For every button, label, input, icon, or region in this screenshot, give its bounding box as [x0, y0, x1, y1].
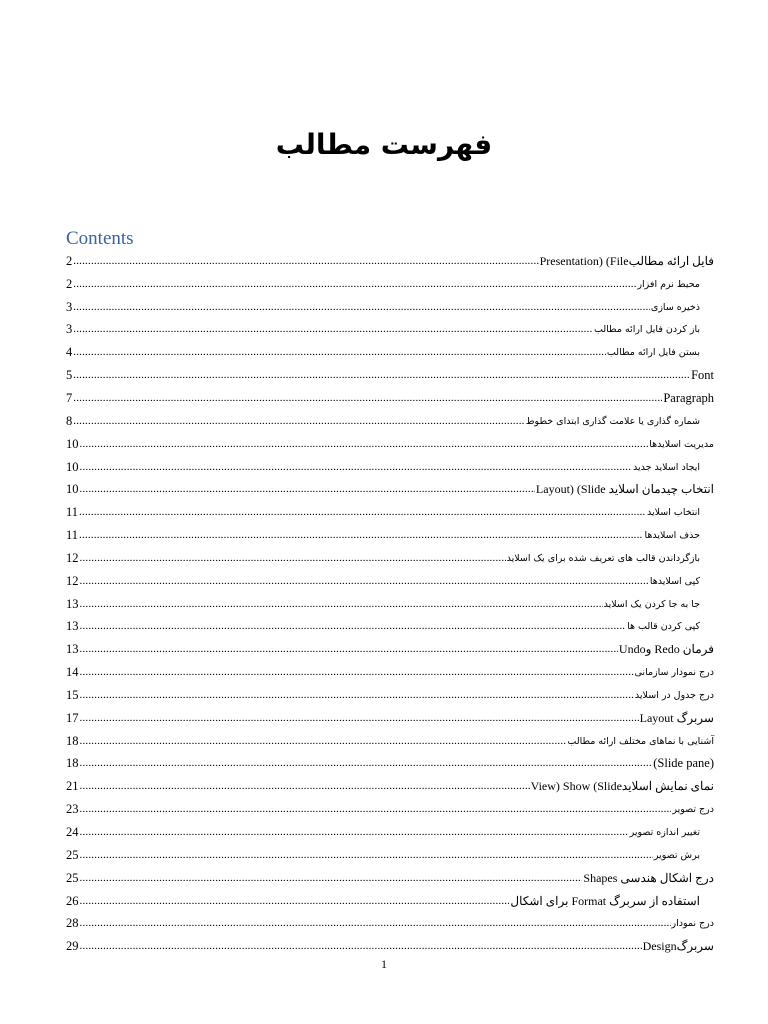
toc-page-number: 4 — [66, 345, 73, 360]
toc-entry[interactable] — [66, 890, 714, 913]
toc-page-number: 13 — [66, 642, 79, 657]
toc-dot-leader — [80, 667, 634, 678]
toc-page-number: 10 — [66, 459, 79, 474]
toc-page-number: 11 — [66, 505, 79, 520]
toc-entry[interactable] — [66, 433, 714, 456]
toc-title: آشنایی با نماهای مختلف ارائه مطالب — [567, 735, 714, 747]
contents-heading: Contents — [66, 228, 134, 249]
toc-page-number: 29 — [66, 939, 79, 954]
toc-page-number: 25 — [66, 847, 79, 862]
toc-title: تغییر اندازه تصویر — [629, 827, 700, 839]
toc-dot-leader — [80, 804, 672, 815]
toc-page-number: 23 — [66, 802, 79, 817]
toc-page-number: 2 — [66, 276, 73, 291]
toc-title: شماره گذاری یا علامت گذاری ابتدای خطوط — [525, 415, 700, 427]
toc-page-number: 17 — [66, 710, 79, 725]
toc-dot-leader — [80, 690, 634, 701]
toc-title: باز کردن فایل ارائه مطالب — [593, 324, 700, 336]
toc-dot-leader — [80, 576, 649, 587]
toc-entry[interactable] — [66, 798, 714, 821]
toc-title: مدیریت اسلایدها — [649, 438, 714, 450]
toc-dot-leader — [80, 781, 530, 792]
toc-title: درج تصویر — [672, 804, 714, 816]
toc-dot-leader — [73, 370, 690, 381]
toc-title: (Slide pane) — [653, 756, 714, 771]
toc-page-number: 13 — [66, 596, 79, 611]
toc-dot-leader — [80, 873, 583, 884]
toc-dot-leader — [73, 393, 662, 404]
toc-entry[interactable] — [66, 661, 714, 684]
toc-page-number: 8 — [66, 413, 73, 428]
toc-title: کپی کردن قالب ها — [627, 621, 700, 633]
toc-title: سربرگ Layout — [639, 710, 714, 725]
toc-page-number: 3 — [66, 299, 73, 314]
toc-page-number: 2 — [66, 253, 73, 268]
toc-title: حذف اسلایدها — [644, 530, 700, 542]
toc-page-number: 21 — [66, 779, 79, 794]
toc-dot-leader — [73, 256, 538, 267]
toc-page-number: 5 — [66, 368, 73, 383]
toc-title: سربرگ‎Design — [642, 939, 714, 954]
toc-entry[interactable] — [66, 730, 714, 753]
toc-entry[interactable] — [66, 593, 714, 616]
toc-page-number: 14 — [66, 665, 79, 680]
toc-dot-leader — [80, 758, 653, 769]
toc-title: استفاده از سربرگ Format برای اشکال — [510, 893, 700, 908]
toc-dot-leader — [80, 941, 642, 952]
page-number: 1 — [381, 957, 387, 971]
toc-entry[interactable] — [66, 753, 714, 776]
toc-page-number: 10 — [66, 482, 79, 497]
toc-dot-leader — [73, 302, 650, 313]
toc-title: جا به جا کردن یک اسلاید — [603, 598, 700, 610]
toc-entry[interactable] — [66, 387, 714, 410]
toc-title: فرمان Redo وUndo — [618, 642, 714, 657]
toc-entry[interactable] — [66, 364, 714, 387]
toc-title: Paragraph — [663, 390, 714, 405]
toc-dot-leader — [80, 850, 653, 861]
toc-entry[interactable] — [66, 616, 714, 639]
toc-title: درج اشکال هندسی Shapes — [583, 870, 714, 885]
toc-dot-leader — [73, 416, 525, 427]
toc-dot-leader — [80, 713, 639, 724]
toc-page-number: 13 — [66, 619, 79, 634]
toc-dot-leader — [80, 621, 627, 632]
toc-dot-leader — [79, 530, 643, 541]
toc-entry[interactable] — [66, 638, 714, 661]
toc-dot-leader — [80, 599, 603, 610]
toc-dot-leader — [80, 918, 671, 929]
toc-dot-leader — [80, 439, 649, 450]
toc-title: درج نمودار — [671, 918, 714, 930]
toc-entry[interactable] — [66, 775, 714, 798]
toc-title: انتخاب اسلاید — [646, 507, 700, 519]
toc-entry[interactable] — [66, 844, 714, 867]
toc-entry[interactable] — [66, 410, 714, 433]
toc-dot-leader — [80, 736, 567, 747]
toc-title: Font — [691, 368, 714, 383]
toc-dot-leader — [79, 507, 646, 518]
toc-page-number: 11 — [66, 528, 79, 543]
toc-dot-leader — [80, 553, 506, 564]
toc-page-number: 26 — [66, 893, 79, 908]
table-of-contents — [66, 250, 714, 958]
toc-dot-leader — [73, 279, 636, 290]
toc-page-number: 10 — [66, 436, 79, 451]
toc-title: انتخاب چیدمان اسلاید Layout) (Slide — [535, 482, 714, 497]
toc-entry[interactable] — [66, 296, 714, 319]
toc-title: بستن فایل ارائه مطالب — [606, 347, 700, 359]
toc-entry[interactable] — [66, 478, 714, 501]
toc-entry[interactable] — [66, 501, 714, 524]
toc-dot-leader — [73, 324, 593, 335]
toc-entry[interactable] — [66, 547, 714, 570]
toc-entry[interactable] — [66, 570, 714, 593]
toc-page-number: 18 — [66, 733, 79, 748]
toc-page-number: 15 — [66, 687, 79, 702]
toc-entry[interactable] — [66, 319, 714, 342]
toc-title: بازگرداندن قالب های تعریف شده برای یک اسلاید — [506, 552, 700, 564]
toc-entry[interactable] — [66, 935, 714, 958]
toc-title: کپی اسلایدها — [649, 575, 700, 587]
toc-dot-leader — [80, 462, 633, 473]
toc-title: فایل ارائه مطالب‎Presentation) (File — [539, 253, 714, 268]
toc-entry[interactable] — [66, 273, 714, 296]
toc-title: نمای نمایش اسلایدView) Show (Slide — [530, 779, 714, 794]
toc-page-number: 24 — [66, 825, 79, 840]
toc-title: درج جدول در اسلاید — [634, 689, 714, 701]
toc-dot-leader — [80, 827, 629, 838]
toc-page-number: 28 — [66, 916, 79, 931]
toc-entry[interactable] — [66, 524, 714, 547]
toc-dot-leader — [80, 484, 535, 495]
toc-entry[interactable] — [66, 341, 714, 364]
toc-page-number: 3 — [66, 322, 73, 337]
toc-dot-leader — [73, 347, 606, 358]
toc-title: درج نمودار سازمانی — [634, 667, 714, 679]
toc-title: محیط نرم افزار — [637, 278, 700, 290]
toc-page-number: 25 — [66, 870, 79, 885]
toc-entry[interactable] — [66, 250, 714, 273]
page-title: فهرست مطالب — [275, 128, 493, 161]
toc-entry[interactable] — [66, 821, 714, 844]
toc-page-number: 12 — [66, 573, 79, 588]
toc-title: ایجاد اسلاید جدید — [633, 461, 700, 473]
toc-entry[interactable] — [66, 456, 714, 479]
toc-page-number: 18 — [66, 756, 79, 771]
toc-dot-leader — [80, 644, 618, 655]
toc-page-number: 12 — [66, 550, 79, 565]
toc-page-number: 7 — [66, 390, 73, 405]
toc-entry[interactable] — [66, 684, 714, 707]
toc-title: ذخیره سازی — [650, 301, 700, 313]
toc-entry[interactable] — [66, 912, 714, 935]
toc-dot-leader — [80, 896, 510, 907]
toc-entry[interactable] — [66, 867, 714, 890]
toc-entry[interactable] — [66, 707, 714, 730]
toc-title: برش تصویر — [653, 849, 700, 861]
